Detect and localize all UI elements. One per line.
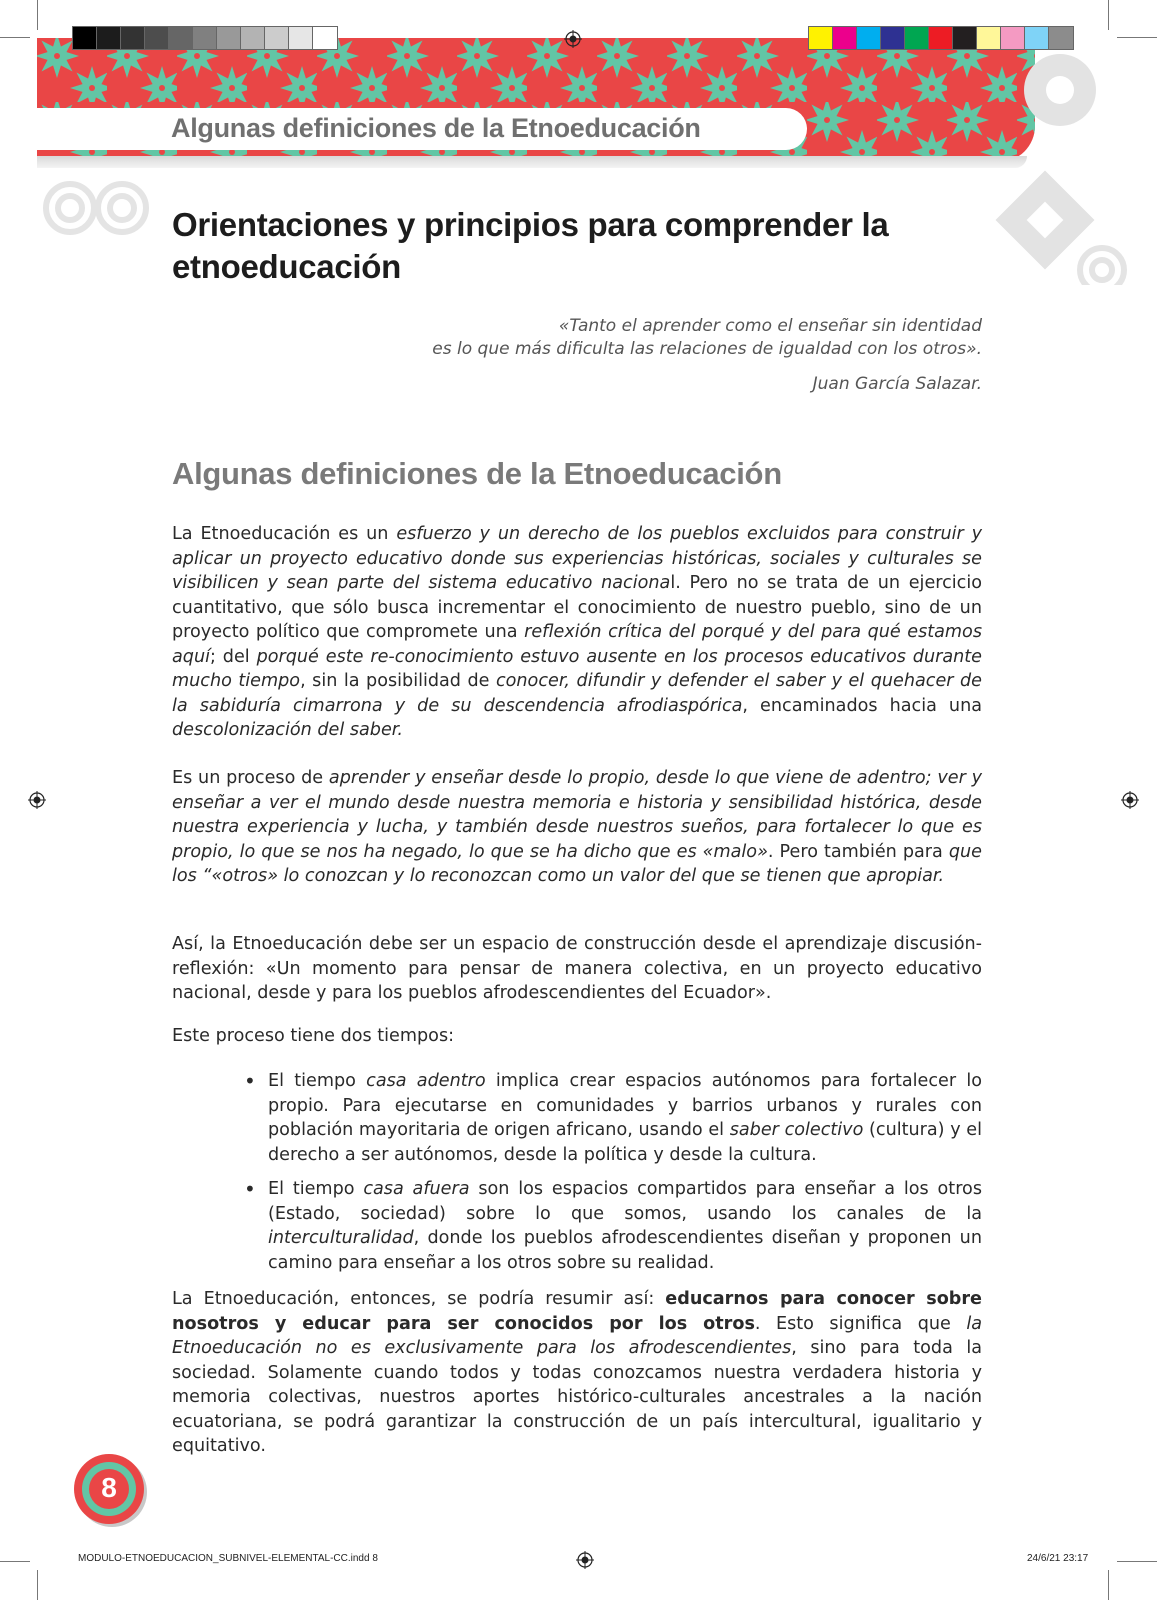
crop-mark [0, 1561, 30, 1562]
color-swatch [241, 27, 265, 49]
color-swatch [265, 27, 289, 49]
running-header: Algunas definiciones de la Etnoeducación [171, 113, 701, 143]
spiral-ornament-icon [40, 168, 150, 253]
page-number-badge [72, 1452, 148, 1528]
paragraph: Es un proceso de aprender y enseñar desde lo propio, desde lo que viene de adentro; ver y enseñar a ver el mundo desde nuestra memoria e historia y sensibilidad histórica, desde nuestra experiencia y lucha, y también desde nuestros sueños, para fortalecer lo que es propio, lo que se nos ha negado, lo que se ha dicho que es «malo». Pero también para que los “«otros» lo conozcan y lo reconozcan como un valor del que se tienen que apropiar. [172, 768, 982, 886]
crop-mark [1117, 1561, 1157, 1562]
color-swatch [881, 27, 905, 49]
registration-mark-icon [564, 30, 582, 48]
paragraph: La Etnoeducación, entonces, se podría resumir así: educarnos para conocer sobre nosotros y educar para ser conocidos por los otros. Esto significa que la Etnoeducación no es exclusivamente para los afrodescendientes, sino para toda la sociedad. Solamente cuando todos y todas conozcamos nuestra verdadera historia y memoria colectivas, nuestros aportes histórico-culturales ancestrales a la nación ecuatoriana, se podrá garantizar la construcción de un país intercultural, igualitario y equitativo. [172, 1289, 982, 1456]
color-swatch [289, 27, 313, 49]
color-swatch [73, 27, 97, 49]
footer-timestamp: 24/6/21 23:17 [1027, 1553, 1089, 1564]
adinkra-ornament-icon [990, 45, 1130, 285]
epigraph-line: es lo que más dificulta las relaciones de igualdad con los otros». [432, 339, 982, 359]
color-swatch [905, 27, 929, 49]
color-swatch [97, 27, 121, 49]
page-title [172, 204, 952, 288]
color-swatch [193, 27, 217, 49]
color-swatch [809, 27, 833, 49]
color-swatch [169, 27, 193, 49]
grayscale-color-bar [72, 26, 338, 50]
paragraph: Este proceso tiene dos tiempos: [172, 1026, 455, 1046]
color-swatch [145, 27, 169, 49]
color-swatch [313, 27, 337, 49]
page-title-line: Orientaciones y principios para comprender la [172, 206, 889, 243]
color-swatch [833, 27, 857, 49]
registration-mark-icon [1121, 791, 1139, 809]
crop-mark [37, 0, 38, 30]
epigraph-author: Juan García Salazar. [812, 374, 982, 394]
footer-filename: MODULO-ETNOEDUCACION_SUBNIVEL-ELEMENTAL-CC.indd 8 [78, 1553, 378, 1564]
page-number: 8 [101, 1472, 117, 1503]
color-swatch [953, 27, 977, 49]
section-title: Algunas definiciones de la Etnoeducación [172, 456, 782, 491]
paragraph: Así, la Etnoeducación debe ser un espacio de construcción desde el aprendizaje discusión-reflexión: «Un momento para pensar de manera colectiva, en un proyecto educativo nacional, desde y para los pueblos afrodescendientes del Ecuador». [172, 934, 982, 1003]
list-item: • El tiempo casa afuera son los espacios compartidos para enseñar a los otros (Estado, sociedad) sobre lo que somos, usando los canales de la interculturalidad, donde los pueblos afrodescendientes diseñan y proponen un camino para enseñar a los otros sobre su realidad. [240, 1177, 982, 1275]
crop-mark [1117, 37, 1157, 38]
color-swatch [217, 27, 241, 49]
bullet-list [240, 1069, 982, 1285]
color-swatch [121, 27, 145, 49]
registration-mark-icon [28, 791, 46, 809]
crop-mark [0, 37, 30, 38]
list-item: • El tiempo casa adentro implica crear espacios autónomos para fortalecer lo propio. Para ejecutarse en comunidades y barrios urbanos y rurales con población mayoritaria de origen africano, usando el saber colectivo (cultura) y el derecho a ser autónomos, desde la política y desde la cultura. [240, 1069, 982, 1167]
crop-mark [1108, 1570, 1109, 1600]
registration-mark-icon [576, 1551, 594, 1569]
crop-mark [37, 1570, 38, 1600]
paragraph: La Etnoeducación es un esfuerzo y un derecho de los pueblos excluidos para construir y aplicar un proyecto educativo donde sus experiencias históricas, sociales y culturales se visibilicen y sean parte del sistema educativo nacional. Pero no se trata de un ejercicio cuantitativo, que sólo busca incrementar el conocimiento de nuestro pueblo, sino de un proyecto político que compromete una reflexión crítica del porqué y del para qué estamos aquí; del porqué este re-conocimiento estuvo ausente en los procesos educativos durante mucho tiempo, sin la posibilidad de conocer, difundir y defender el saber y el quehacer de la sabiduría cimarrona y de su descendencia afrodiaspórica, encaminados hacia una descolonización del saber. [172, 524, 983, 740]
header-band-shadow [37, 156, 1027, 168]
page-title-line: etnoeducación [172, 248, 401, 285]
crop-mark [1108, 0, 1109, 30]
color-swatch [857, 27, 881, 49]
color-swatch [929, 27, 953, 49]
epigraph-line: «Tanto el aprender como el enseñar sin identidad [558, 316, 982, 336]
